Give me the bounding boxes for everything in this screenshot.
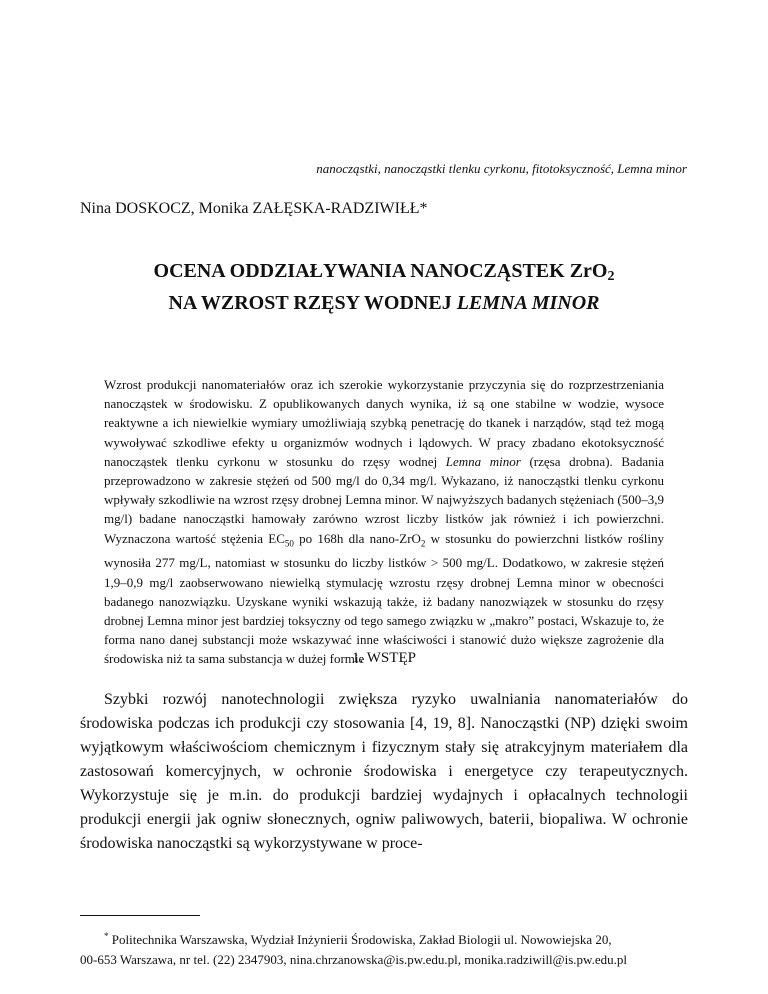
keywords-line: nanocząstki, nanocząstki tlenku cyrkonu, fitotoksyczność, Lemna minor [316,161,687,176]
footnote-marker: * [104,931,109,941]
footnote-text [80,926,700,970]
title-line-2-text: NA WZROST RZĘSY WODNEJ [168,292,457,314]
authors-line: Nina DOSKOCZ, Monika ZAŁĘSKA-RADZIWIŁŁ* [80,200,428,217]
abstract-species-italic: Lemna minor [445,453,521,469]
title-line-1-text: OCENA ODDZIAŁYWANIA NANOCZĄSTEK ZrO [153,260,608,282]
abstract-ec-subscript: 50 [284,538,294,549]
abstract-paragraph [104,375,664,669]
abstract-zro-subscript: 2 [420,538,426,549]
section-heading: 1. WSTĘP [352,650,416,666]
title-species-italic: LEMNA MINOR [456,292,600,314]
paper-title [0,258,768,316]
title-subscript: 2 [607,269,615,284]
abstract-text-1: Wzrost produkcji nanomateriałów oraz ich szerokie wykorzystanie przyczynia się do rozprzestrzeniania nanocząstek w środowisku. Z opublikowanych danych wynika, iż są one stabilne w wodzie, wysoce reaktywne a ich niewielkie wymiary umożliwiają szybką penetrację do tkanek i narządów, stąd też mogą wywoływać szkodliwe efekty u organizmów wodnych i lądowych. W pracy zbadano ekotoksyczność nanocząstek tlenku cyrkonu w stosunku do rzęsy wodnej [104,377,664,469]
body-text [80,688,688,856]
footnote-line-1-text: Politechnika Warszawska, Wydział Inżynierii Środowiska, Zakład Biologii ul. Nowowiejska 20, [108,932,612,947]
abstract [104,375,664,669]
abstract-text-3: po 168h dla nano-ZrO [293,530,421,546]
abstract-text-4: w stosunku do powierzchni listków rośliny wynosiła 277 mg/L, natomiast w stosunku do liczby listków > 500 mg/L. Dodatkowo, w zakresie stężeń 1,9–0,9 mg/l zaobserwowano niewielką stymulację wzrostu rzęsy drobnej Lemna minor w obecności badanego nanozwiązku. Uzyskane wyniki wskazują także, iż badany nanozwiązek w stosunku do rzęsy drobnej Lemna minor jest bardziej toksyczny od tego samego związku w „makro” postaci, Wskazuje to, że forma nano danej substancji może wskazywać inne właściwości i stanowić dużo większe zagrożenie dla środowiska niż ta sama substancja w dużej formie [104,530,664,667]
footnote [80,926,700,970]
footnote-divider [80,915,200,916]
abstract-text-2: (rzęsa drobna). Badania przeprowadzono w zakresie stężeń od 500 mg/l do 0,34 mg/l. Wykazano, iż nanocząstki tlenku cyrkonu wpływały szkodliwie na wzrost rzęsy drobnej Lemna minor. W najwyższych badanych stężeniach (500–3,9 mg/l) badane nanocząstki hamowały zarówno wzrost liczby listków jak również i ich powierzchni. Wyznaczona wartość stężenia EC [104,453,664,546]
footnote-line-1 [80,926,700,950]
body-paragraph-1: Szybki rozwój nanotechnologii zwiększa ryzyko uwalniania nanomateriałów do środowiska podczas ich produkcji czy stosowania [4, 19, 8]. Nanocząstki (NP) dzięki swoim wyjątkowym właściwościom chemicznym i fizycznym stały się atrakcyjnym materiałem dla zastosowań komercyjnych, w ochronie środowiska i energetyce czy terapeutycznych. Wykorzystuje się je m.in. do produkcji bardziej wydajnych i opłacalnych technologii produkcji energii jak ogniw słonecznych, ogniw paliwowych, baterii, biopaliwa. W ochronie środowiska nanocząstki są wykorzystywane w proce- [80,691,688,852]
title-line-1 [0,258,768,290]
title-line-2 [0,290,768,316]
footnote-line-2: 00-653 Warszawa, nr tel. (22) 2347903, nina.chrzanowska@is.pw.edu.pl, monika.radziwill@is.pw.edu.pl [80,952,627,967]
